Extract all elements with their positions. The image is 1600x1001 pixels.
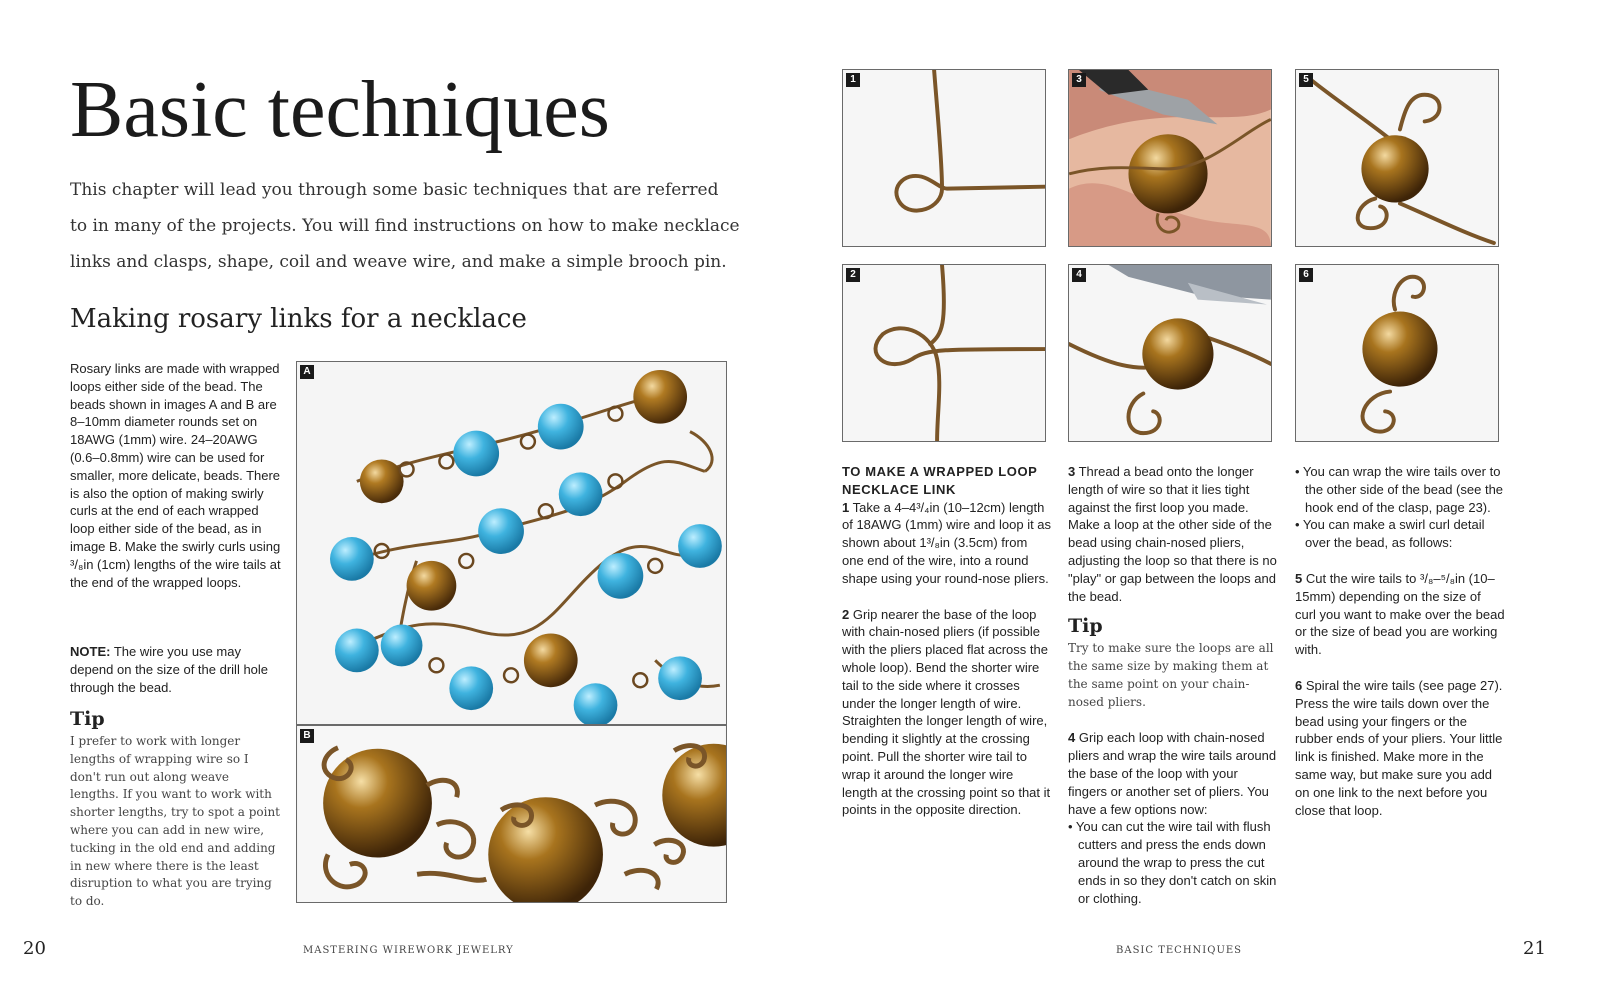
step-2-number: 2: [842, 606, 850, 622]
step-photo-6: [1295, 264, 1499, 442]
step-photo-5: [1295, 69, 1499, 247]
step-photo-4-label: 4: [1072, 268, 1086, 282]
note-text: The wire you use may depend on the size of the drill hole through the bead.: [70, 644, 269, 695]
page-number-right: 21: [1523, 938, 1546, 959]
step-4-illustration: [1069, 265, 1271, 441]
step-6-number: 6: [1295, 677, 1303, 693]
running-head-left: MASTERING WIREWORK JEWELRY: [303, 945, 514, 956]
right-tip-heading: Tip: [1068, 615, 1103, 638]
option-bullet-cut: • You can cut the wire tail with flush cutters and press the ends down around the wrap to press the cut ends in so they don't catch on skin or clothing.: [1068, 819, 1277, 906]
necklace-illustration: [297, 362, 726, 724]
rosary-links-body: Rosary links are made with wrapped loops either side of the bead. The beads shown in images A and B are 8–10mm diameter rounds set on 18AWG (1mm) wire. 24–20AWG (0.6–0.8mm) wire can be used for smaller, more delicate, beads. There is also the option of making swirly curls at the end of each wrapped loop either side of the bead, as in image B. Make the swirly curls using ³/₈in (1cm) lengths of the wire tails at the end of the wrapped loops.: [70, 361, 281, 590]
photo-b-swirl-links: [296, 725, 727, 903]
wrapped-loop-heading: TO MAKE A WRAPPED LOOP NECKLACE LINK: [842, 464, 1038, 497]
left-tip-text: I prefer to work with longer lengths of wrapping wire so I don't run out along weave lengths. If you want to work with shorter lengths, try to spot a point where you can add in new wire, tucking in the old end and adding in new where there is the least disruption to what you are trying to do.: [70, 734, 280, 909]
step-5-text: [1295, 570, 1505, 659]
photo-b-label: B: [300, 729, 314, 743]
step-photo-1-label: 1: [846, 73, 860, 87]
step-1-illustration: [843, 70, 1045, 246]
step-photo-5-label: 5: [1299, 73, 1313, 87]
note-label: NOTE:: [70, 644, 111, 659]
step-5-number: 5: [1295, 570, 1303, 586]
page-title: Basic techniques: [70, 66, 610, 154]
rosary-note: [70, 643, 282, 696]
step-photo-2: [842, 264, 1046, 442]
step-3-illustration: [1069, 70, 1271, 246]
section-title: Making rosary links for a necklace: [70, 304, 527, 334]
step-photo-3: [1068, 69, 1272, 247]
right-tip-text: Try to make sure the loops are all the same size by making them at the same point on your chain-nosed pliers.: [1068, 641, 1274, 709]
instructions-column-3: [1295, 463, 1505, 819]
step-1-number: 1: [842, 499, 850, 515]
step-3-body: Thread a bead onto the longer length of wire so that it lies tight against the first loop you made. Make a loop at the other side of the bead using chain-nosed pliers, adjusting the loop so that there is no "play" or gap between the loops and the bead.: [1068, 464, 1277, 604]
step-photo-6-label: 6: [1299, 268, 1313, 282]
step-2-body: Grip nearer the base of the loop with chain-nosed pliers (if possible with the pliers placed flat across the whole loop). Bend the shorter wire tail to the side where it crosses under the longer length of wire. Straighten the longer length of wire, bending it slightly at the crossing point. Pull the shorter wire tail to wrap it around the longer wire length at the crossing point so that it points in the opposite direction.: [842, 606, 1051, 818]
step-5-illustration: [1296, 70, 1498, 246]
step-photo-2-label: 2: [846, 268, 860, 282]
running-head-right: BASIC TECHNIQUES: [1116, 945, 1243, 956]
step-3-text: [1068, 463, 1278, 605]
step-5-body: Cut the wire tails to ³/₈–⁵/₈in (10–15mm) depending on the size of curl you want to make over the bead or the size of bead you are working with.: [1295, 570, 1505, 658]
instructions-column-2: [1068, 463, 1278, 907]
photo-a-label: A: [300, 365, 314, 379]
step-4-body: Grip each loop with chain-nosed pliers and wrap the wire tails around the base of the loop with your fingers or another set of pliers. You have a few options now:: [1068, 730, 1277, 817]
instructions-column-1: [842, 463, 1052, 819]
swirl-links-illustration: [297, 726, 726, 902]
step-6-text: [1295, 677, 1505, 819]
step-photo-3-label: 3: [1072, 73, 1086, 87]
photo-a-necklace: [296, 361, 727, 725]
step-3-number: 3: [1068, 464, 1076, 479]
step-2-text: [842, 606, 1052, 820]
step-4-number: 4: [1068, 730, 1076, 746]
page-number-left: 20: [23, 938, 46, 959]
step-1-text: [842, 499, 1052, 588]
option-bullet-swirl: • You can make a swirl curl detail over the bead, as follows:: [1295, 517, 1485, 551]
step-6-illustration: [1296, 265, 1498, 441]
option-bullet-wrap: • You can wrap the wire tails over to the other side of the bead (see the hook end of the clasp, page 23).: [1295, 464, 1504, 515]
step-4-text: [1068, 729, 1278, 818]
step-2-illustration: [843, 265, 1045, 441]
left-tip-heading: Tip: [70, 708, 105, 730]
chapter-intro: This chapter will lead you through some basic techniques that are referred to in many of the projects. You will find instructions on how to make necklace links and clasps, shape, coil and weave wire, and make a simple brooch pin.: [70, 180, 740, 272]
step-photo-1: [842, 69, 1046, 247]
step-photo-4: [1068, 264, 1272, 442]
step-1-body: Take a 4–4³/₄in (10–12cm) length of 18AWG (1mm) wire and loop it as shown about 1³/₈in (3.5cm) from one end of the wire, into a round shape using your round-nose pliers.: [842, 499, 1052, 586]
step-6-body: Spiral the wire tails (see page 27). Press the wire tails down over the bead using your fingers or the rubber ends of your pliers. Your little link is finished. Make more in the same way, but make sure you add on one link to the next before you close that loop.: [1295, 677, 1503, 818]
